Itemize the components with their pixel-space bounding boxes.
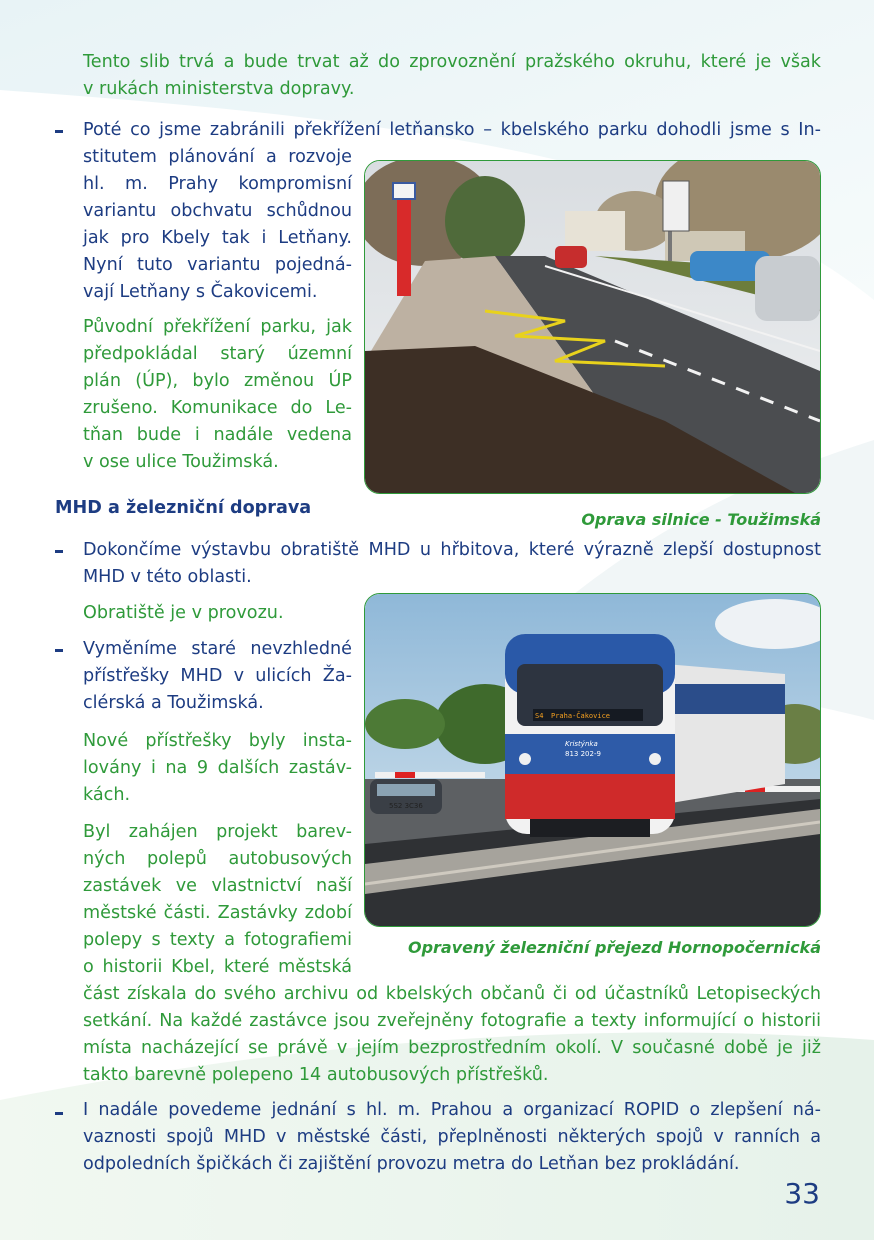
paragraph-pristresky-end xyxy=(83,690,264,717)
paragraph-line: přístřešky MHD v ulicích Ža- xyxy=(83,666,352,686)
paragraph-line: místa nacházející se právě v jejím bezprostředním okolí. V současné době je již xyxy=(83,1038,821,1058)
paragraph-line: část získala do svého archivu od kbelských občanů či od účastníků Letopiseckých xyxy=(83,984,821,1004)
paragraph-up xyxy=(83,314,352,449)
paragraph-pristresky xyxy=(83,636,352,690)
road-photo xyxy=(364,160,821,494)
paragraph-line: zrušeno. Komunikace do Le- xyxy=(83,398,352,418)
paragraph-line: Poté co jsme zabránili překřížení letňansko – kbelského parku dohodli jsme s In- xyxy=(83,120,821,140)
paragraph-polepy xyxy=(83,819,352,981)
paragraph-line: vají Letňany s Čakovicemi. xyxy=(83,282,318,302)
bullet-marker xyxy=(55,550,63,553)
paragraph-line: jak pro Kbely tak i Letňany. xyxy=(83,228,352,248)
paragraph-line: clérská a Toužimská. xyxy=(83,693,264,713)
paragraph-line: polepy s texty a fotografiemi xyxy=(83,930,352,950)
paragraph-line: Tento slib trvá a bude trvat až do zprovoznění pražského okruhu, které je však xyxy=(83,52,821,72)
paragraph-park xyxy=(83,144,352,279)
paragraph-line: vaznosti spojů MHD v městské části, přeplněnosti některých spojů v ranních a xyxy=(83,1127,821,1147)
caption-train-photo: Opravený železniční přejezd Hornopočernická xyxy=(407,938,821,957)
paragraph-line: Nové přístřešky byly insta- xyxy=(83,731,352,751)
paragraph-okruh-end xyxy=(83,76,355,103)
paragraph-line: plán (ÚP), bylo změnou ÚP xyxy=(83,371,352,391)
paragraph-line: MHD v této oblasti. xyxy=(83,567,252,587)
paragraph-nove-pristresky-end xyxy=(83,782,130,809)
paragraph-line: setkání. Na každé zastávce jsou zveřejněny fotografie a texty informující o historii xyxy=(83,1011,821,1031)
paragraph-line: Byl zahájen projekt barev- xyxy=(83,822,352,842)
paragraph-polepy-continued xyxy=(83,981,821,1062)
paragraph-line: stitutem plánování a rozvoje xyxy=(83,147,352,167)
paragraph-okruh xyxy=(83,49,821,76)
caption-road-photo: Oprava silnice - Toužimská xyxy=(581,510,821,529)
paragraph-obratiste-end xyxy=(83,564,252,591)
paragraph-nove-pristresky xyxy=(83,728,352,782)
paragraph-line: odpoledních špičkách či zajištění provozu metra do Letňan bez prokládání. xyxy=(83,1154,740,1174)
paragraph-park-first-line xyxy=(83,117,821,144)
paragraph-line: o historii Kbel, které městská xyxy=(83,957,352,977)
paragraph-ropid xyxy=(83,1097,821,1151)
paragraph-line: zastávek ve vlastnictví naší xyxy=(83,876,352,896)
paragraph-up-end xyxy=(83,449,279,476)
paragraph-line: lovány i na 9 dalších zastáv- xyxy=(83,758,352,778)
train-destination-text: Praha-Čakovice xyxy=(551,712,611,720)
paragraph-line: Nyní tuto variantu pojedná- xyxy=(83,255,352,275)
paragraph-line: tňan bude i nadále vedena xyxy=(83,425,352,445)
paragraph-obratiste xyxy=(83,537,821,564)
train-line-text: S4 xyxy=(535,712,544,720)
bullet-marker xyxy=(55,130,63,133)
paragraph-line: ných polepů autobusových xyxy=(83,849,352,869)
paragraph-line: I nadále povedeme jednání s hl. m. Prahou a organizací ROPID o zlepšení ná- xyxy=(83,1100,821,1120)
page-number: 33 xyxy=(784,1177,820,1210)
paragraph-line: variantu obchvatu schůdnou xyxy=(83,201,352,221)
paragraph-ropid-end xyxy=(83,1151,740,1178)
paragraph-polepy-end xyxy=(83,1062,549,1089)
paragraph-park-end xyxy=(83,279,317,306)
train-photo xyxy=(364,593,821,927)
paragraph-line: v rukách ministerstva dopravy. xyxy=(83,79,355,99)
paragraph-line: Vyměníme staré nevzhledné xyxy=(83,639,352,659)
paragraph-line: předpokládal starý územní xyxy=(83,344,352,364)
train-name-text: Kristýnka xyxy=(565,740,598,748)
paragraph-line: takto barevně polepeno 14 autobusových přístřešků. xyxy=(83,1065,549,1085)
bullet-marker xyxy=(55,649,63,652)
bullet-marker xyxy=(55,1112,63,1115)
paragraph-line: městské části. Zastávky zdobí xyxy=(83,903,352,923)
paragraph-line: kách. xyxy=(83,785,131,805)
paragraph-line: Původní překřížení parku, jak xyxy=(83,317,352,337)
car-plate-text: 5S2 3C36 xyxy=(389,802,423,810)
paragraph-line: hl. m. Prahy kompromisní xyxy=(83,174,352,194)
paragraph-line: Dokončíme výstavbu obratiště MHD u hřbitova, které výrazně zlepší dostupnost xyxy=(83,540,821,560)
section-heading-mhd: MHD a železniční doprava xyxy=(55,498,312,518)
paragraph-line: v ose ulice Toužimská. xyxy=(83,452,279,472)
train-number-text: 813 202-9 xyxy=(565,750,601,758)
paragraph-obratiste-status: Obratiště je v provozu. xyxy=(83,603,284,623)
